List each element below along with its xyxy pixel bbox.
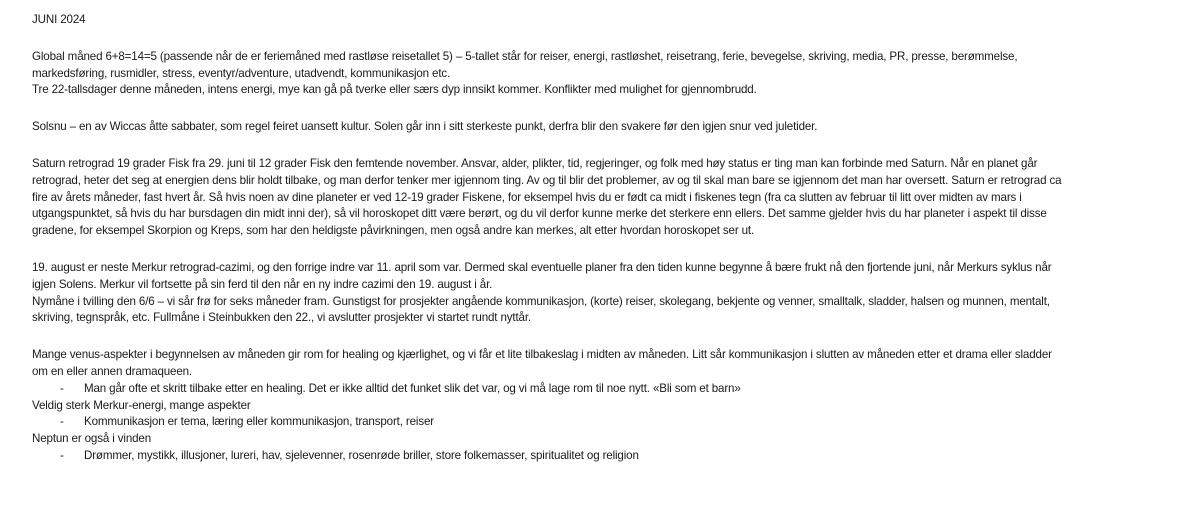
text-line: Nymåne i tvilling den 6/6 – vi sår frø for seks måneder fram. Gunstigst for prosjekter angående kommunikasjon, (korte) reiser, skolegang, bekjente og venner, smalltalk, sladder, halsen og munnen, mentalt,	[32, 294, 1050, 308]
document-title: JUNI 2024	[32, 13, 86, 26]
text-line: gradene, for eksempel Skorpion og Kreps, som har den heldigste påvirkningen, men også andre kan merkes, alt etter hvordan horoskopet ser ut.	[32, 224, 755, 238]
dash-bullet: -	[60, 448, 64, 462]
text-line: utgangspunktet, så hvis du har bursdagen din midt inni der), så vil horoskopet ditt være berørt, og du vil derfor kunne merke det sterkere enn ellers. Det samme gjelder hvis du har planeter i aspekt til disse	[32, 207, 1047, 221]
text-line: Saturn retrograd 19 grader Fisk fra 29. juni til 12 grader Fisk den femtende november. Ansvar, alder, plikter, tid, regjeringer, og folk med høy status er ting man kan forbinde med Saturn. Når en planet går	[32, 156, 1038, 170]
paragraph-merkur	[32, 260, 1173, 327]
list-item-text: Man går ofte et skritt tilbake etter en healing. Det er ikke alltid det funket slik det var, og vi må lage rom til noe nytt. «Bli som et barn»	[84, 381, 741, 395]
text-line: 19. august er neste Merkur retrograd-cazimi, og den forrige indre var 11. april som var. Dermed skal eventuelle planer fra den tiden kunne begynne å bære frukt nå den fjortende juni, når Merkurs syklus når	[32, 260, 1052, 274]
text-line: Global måned 6+8=14=5 (passende når de er feriemåned med rastløse reisetallet 5) – 5-tallet står for reiser, energi, rastløshet, reisetrang, ferie, bevegelse, skriving, media, PR, presse, berømmelse,	[32, 49, 1018, 63]
document	[32, 12, 1173, 465]
paragraph-solsnu: Solsnu – en av Wiccas åtte sabbater, som regel feiret uansett kultur. Solen går inn i sitt sterkeste punkt, derfra blir den svakere før den igjen snur ved juletider.	[32, 120, 818, 134]
text-line: Mange venus-aspekter i begynnelsen av måneden gir rom for healing og kjærlighet, og vi får et lite tilbakeslag i midten av måneden. Litt sår kommunikasjon i slutten av måneden etter et drama eller sladder	[32, 348, 1052, 362]
paragraph-venus	[32, 347, 1173, 381]
text-line: igjen Solens. Merkur vil fortsette på sin ferd til den når en ny indre cazimi den 19. august i år.	[32, 277, 493, 291]
heading-neptun: Neptun er også i vinden	[32, 432, 152, 446]
text-line: Tre 22-tallsdager denne måneden, intens energi, mye kan gå på tverke eller særs dyp innsikt kommer. Konflikter med mulighet for gjennombrudd.	[32, 83, 757, 97]
list-item-text: Kommunikasjon er tema, læring eller kommunikasjon, transport, reiser	[84, 415, 434, 429]
paragraph-saturn	[32, 156, 1173, 240]
text-line: retrograd, heter det seg at energien dens blir holdt tilbake, og man derfor tenker mer igjennom ting. Av og til blir det problemer, av og til skal man bare se igjennom det man har oversett. Saturn er retrograd ca	[32, 173, 1062, 187]
text-line: fire av årets måneder, fast hvert år. Så hvis noen av dine planeter er ved 12-19 grader Fiskene, for eksempel hvis du er født ca midt i fiskenes tegn (fra ca slutten av februar til litt over midten av mars i	[32, 190, 1022, 204]
text-line: skriving, tegnspråk, etc. Fullmåne i Steinbukken den 22., vi avslutter prosjekter vi startet rundt nyttår.	[32, 311, 531, 325]
paragraph-global-month	[32, 49, 1173, 99]
list-item	[32, 381, 1173, 398]
list-item	[32, 414, 1173, 431]
heading-merkur-energy: Veldig sterk Merkur-energi, mange aspekter	[32, 398, 251, 412]
list-item-text: Drømmer, mystikk, illusjoner, lureri, hav, sjelevenner, rosenrøde briller, store folkemasser, spiritualitet og religion	[84, 448, 639, 462]
text-line: markedsføring, rusmidler, stress, eventyr/adventure, utadvendt, kommunikasjon etc.	[32, 66, 451, 80]
dash-bullet: -	[60, 381, 64, 395]
dash-bullet: -	[60, 415, 64, 429]
text-line: om en eller annen dramaqueen.	[32, 364, 193, 378]
list-item	[32, 448, 1173, 465]
